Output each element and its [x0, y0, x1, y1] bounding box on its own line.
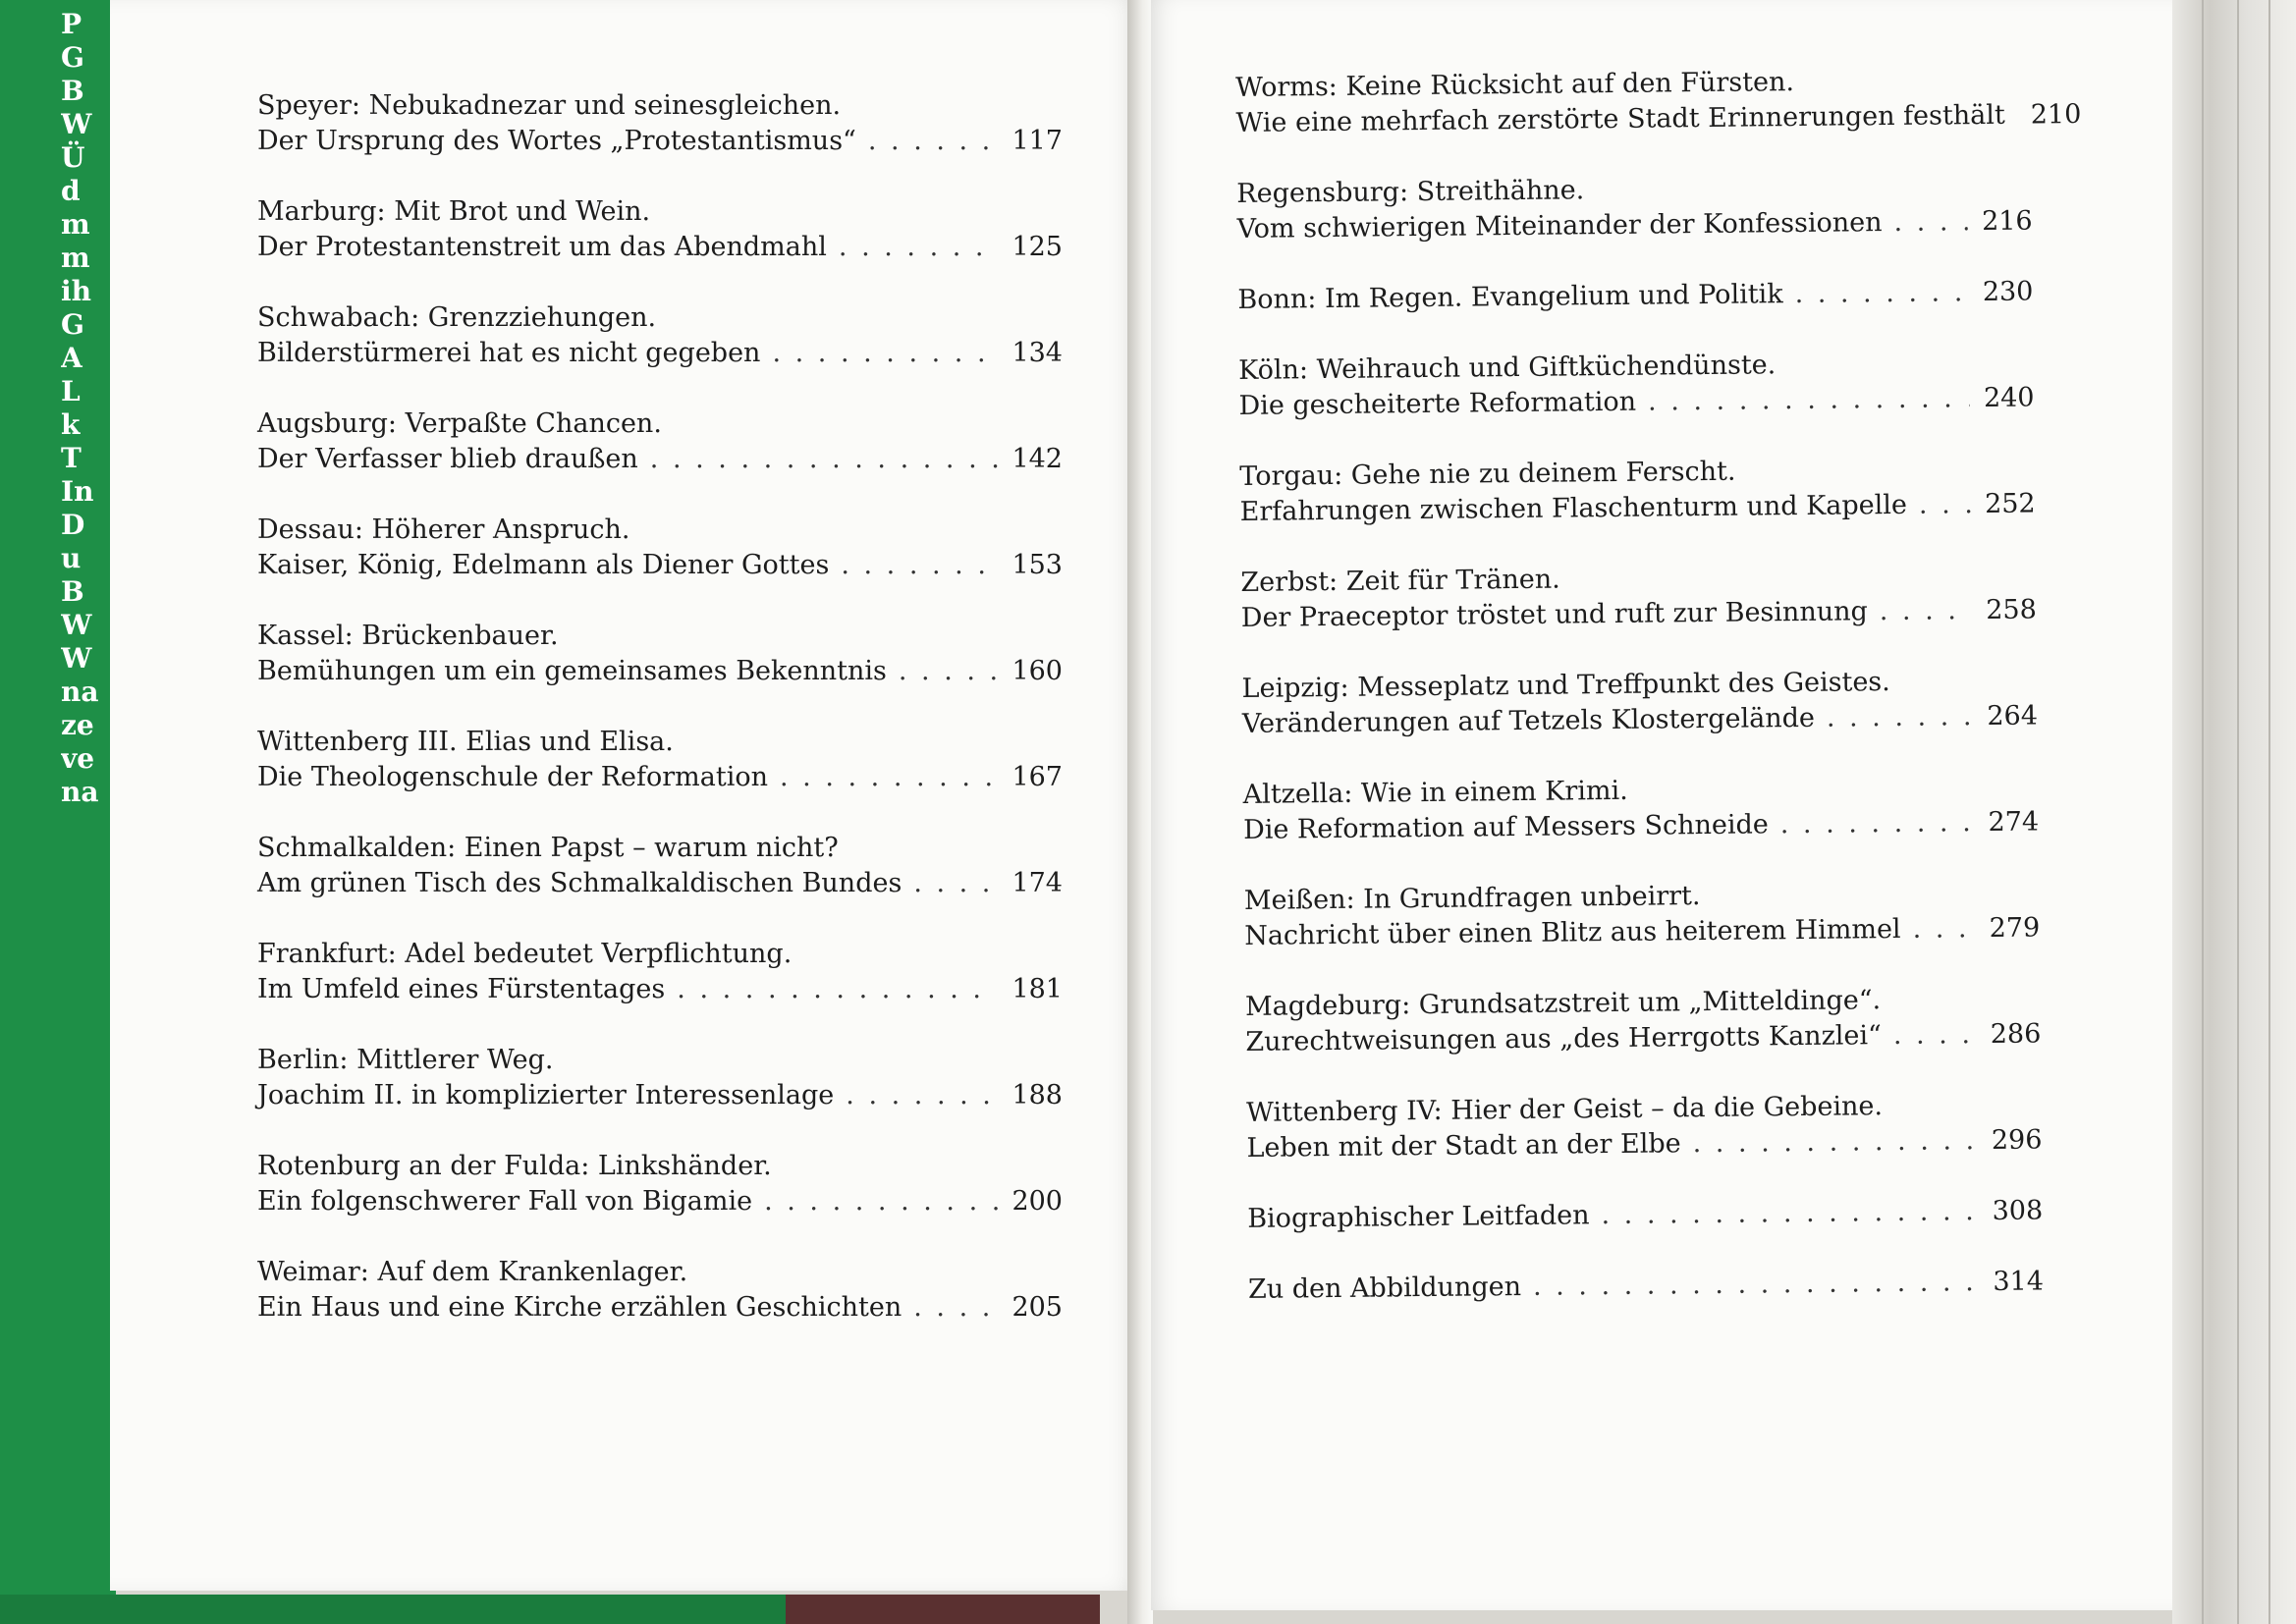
- cover-letter: L: [61, 375, 81, 407]
- toc-page-number: 188: [1011, 1080, 1063, 1110]
- toc-entry-subtitle: Erfahrungen zwischen Flaschenturm und Kapelle: [1239, 489, 1908, 527]
- cover-letter: G: [61, 308, 84, 341]
- toc-entry-subtitle-line: [1247, 1193, 2043, 1236]
- dot-leader: [780, 760, 998, 795]
- dot-leader: [841, 548, 998, 583]
- cover-letter: W: [61, 609, 92, 641]
- dot-leader: [868, 124, 999, 159]
- toc-entry-subtitle: Bemühungen um ein gemeinsames Bekenntnis: [257, 656, 887, 686]
- book-gutter: [1127, 0, 1153, 1624]
- dot-leader: [1912, 911, 1975, 947]
- toc-entry-title: Köln: Weihrauch und Giftküchendünste.: [1238, 350, 1777, 386]
- toc-entry-title: Meißen: In Grundfragen unbeirrt.: [1243, 881, 1701, 916]
- toc-entry-title: Wittenberg III. Elias und Elisa.: [257, 727, 674, 757]
- toc-right-column: [1235, 63, 2082, 1343]
- toc-entry-subtitle: Leben mit der Stadt an der Elbe: [1246, 1128, 1681, 1164]
- dot-leader: [677, 972, 998, 1007]
- toc-entry-title: Rotenburg an der Fulda: Linkshänder.: [257, 1151, 772, 1181]
- dot-leader: [913, 866, 998, 901]
- toc-entry-subtitle: Der Ursprung des Wortes „Protestantismus“: [257, 126, 856, 156]
- toc-entry: [257, 725, 1063, 831]
- toc-page-number: 142: [1011, 444, 1063, 474]
- toc-page-number: 279: [1989, 912, 2041, 945]
- cover-letter: W: [61, 108, 92, 140]
- toc-page-number: 205: [1011, 1292, 1063, 1323]
- cover-bottom-edge-dark: [786, 1595, 1100, 1624]
- toc-entry: [1245, 981, 2042, 1095]
- toc-page-number: 117: [1011, 126, 1063, 156]
- page-edge-line: [2237, 0, 2239, 1624]
- toc-entry-subtitle-line: [1238, 381, 2034, 424]
- toc-entry-subtitle-line: [257, 1184, 1063, 1219]
- toc-entry-title: Augsburg: Verpaßte Chancen.: [257, 408, 662, 439]
- toc-entry-subtitle-line: [1235, 98, 2082, 141]
- dot-leader: [1827, 699, 1974, 736]
- dot-leader: [764, 1184, 998, 1219]
- toc-entry-subtitle: Bonn: Im Regen. Evangelium und Politik: [1237, 279, 1783, 315]
- toc-entry-title-line: [257, 937, 1063, 972]
- cover-letter: Ü: [61, 141, 85, 174]
- toc-entry-subtitle: Nachricht über einen Blitz aus heiterem Himmel: [1244, 913, 1901, 951]
- page-stack-edge: [2172, 0, 2296, 1624]
- toc-page-number: 167: [1011, 762, 1063, 792]
- toc-entry-subtitle-line: [1248, 1264, 2044, 1307]
- toc-page-number: 264: [1987, 700, 2039, 732]
- cover-text-fragment: [61, 8, 114, 809]
- toc-entry-subtitle: Zu den Abbildungen: [1247, 1272, 1522, 1305]
- toc-entry-title: Schmalkalden: Einen Papst – warum nicht?: [257, 833, 839, 863]
- dot-leader: [650, 442, 999, 477]
- toc-entry-subtitle: Die gescheiterte Reformation: [1238, 386, 1637, 421]
- toc-entry-title-line: [257, 1255, 1063, 1290]
- toc-page-number: 258: [1986, 594, 2037, 626]
- toc-page-number: 274: [1988, 806, 2040, 839]
- toc-entry: [1244, 875, 2041, 989]
- toc-entry-subtitle-line: [1237, 204, 2033, 247]
- toc-page-number: 153: [1011, 550, 1063, 580]
- toc-page-number: 174: [1011, 868, 1063, 898]
- toc-entry: [257, 831, 1063, 937]
- toc-entry-subtitle: Ein Haus und eine Kirche erzählen Geschichten: [257, 1292, 902, 1323]
- toc-entry-subtitle-line: [257, 124, 1063, 159]
- toc-entry-subtitle-line: [257, 972, 1063, 1007]
- toc-entry-subtitle-line: [257, 230, 1063, 265]
- toc-entry-title-line: [257, 513, 1063, 548]
- toc-entry-subtitle-line: [1241, 592, 2037, 635]
- toc-entry: [257, 1149, 1063, 1255]
- toc-entry-title-line: [257, 1043, 1063, 1078]
- toc-entry-subtitle: Bilderstürmerei hat es nicht gegeben: [257, 338, 761, 368]
- toc-page-number: 125: [1011, 232, 1063, 262]
- toc-entry-title: Berlin: Mittlerer Weg.: [257, 1045, 554, 1075]
- cover-letter: k: [61, 408, 81, 441]
- cover-letter: u: [61, 542, 82, 574]
- toc-entry-title-line: [257, 194, 1063, 230]
- cover-letter: na: [61, 776, 99, 808]
- toc-entry-title: Leipzig: Messeplatz und Treffpunkt des Geistes.: [1241, 667, 1890, 704]
- toc-page-number: 200: [1011, 1186, 1063, 1217]
- dot-leader: [1648, 381, 1970, 419]
- dot-leader: [839, 230, 999, 265]
- toc-entry-subtitle: Kaiser, König, Edelmann als Diener Gottes: [257, 550, 830, 580]
- toc-entry-subtitle: Die Reformation auf Messers Schneide: [1242, 809, 1769, 845]
- toc-entry-title: Torgau: Gehe nie zu deinem Ferscht.: [1239, 456, 1736, 492]
- cover-letter: ih: [61, 275, 91, 307]
- cover-bottom-edge: [0, 1595, 786, 1624]
- toc-entry: [257, 1043, 1063, 1149]
- toc-entry: [1248, 1264, 2045, 1342]
- toc-entry-subtitle: Der Protestantenstreit um das Abendmahl: [257, 232, 827, 262]
- toc-page-number: 134: [1011, 338, 1063, 368]
- toc-entry: [257, 937, 1063, 1043]
- toc-entry-subtitle-line: [1246, 1122, 2042, 1165]
- dot-leader: [1601, 1194, 1978, 1233]
- page-edge-line: [2202, 0, 2204, 1624]
- toc-entry-title: Altzella: Wie in einem Krimi.: [1242, 775, 1628, 810]
- toc-entry: [257, 1255, 1063, 1361]
- toc-entry-subtitle-line: [1242, 698, 2038, 741]
- dot-leader: [1533, 1265, 1980, 1305]
- dot-leader: [1780, 805, 1975, 842]
- toc-entry-title-line: [257, 88, 1063, 124]
- toc-entry-subtitle-line: [257, 1078, 1063, 1113]
- toc-page-number: 160: [1011, 656, 1063, 686]
- page-edge-line: [2269, 0, 2270, 1624]
- toc-entry-subtitle: Ein folgenschwerer Fall von Bigamie: [257, 1186, 753, 1217]
- toc-entry-subtitle-line: [1244, 910, 2040, 953]
- toc-entry-subtitle: Wie eine mehrfach zerstörte Stadt Erinnerungen festhält: [1235, 99, 2005, 138]
- toc-entry-subtitle: Am grünen Tisch des Schmalkaldischen Bundes: [257, 868, 902, 898]
- toc-entry-title: Magdeburg: Grundsatzstreit um „Mitteldinge“.: [1244, 985, 1882, 1022]
- cover-letter: m: [61, 208, 90, 241]
- toc-page-number: 286: [1990, 1018, 2042, 1051]
- toc-entry-subtitle-line: [1237, 275, 2033, 318]
- toc-entry-subtitle: Zurechtweisungen aus „des Herrgotts Kanzlei“: [1245, 1020, 1883, 1057]
- toc-page-number: 252: [1984, 488, 2036, 520]
- toc-entry-subtitle-line: [257, 336, 1063, 371]
- toc-entry: [1247, 1193, 2044, 1272]
- cover-letter: A: [61, 342, 82, 374]
- toc-entry-title-line: [257, 725, 1063, 760]
- toc-entry-title-line: [257, 300, 1063, 336]
- toc-entry: [257, 619, 1063, 725]
- toc-entry-title: Wittenberg IV: Hier der Geist – da die Gebeine.: [1245, 1091, 1884, 1128]
- toc-entry: [1240, 557, 2037, 671]
- toc-entry: [1238, 346, 2035, 460]
- toc-entry-title: Schwabach: Grenzziehungen.: [257, 302, 657, 333]
- toc-page-number: 181: [1011, 974, 1063, 1004]
- toc-page-number: 230: [1982, 276, 2034, 308]
- toc-entry-title: Dessau: Höherer Anspruch.: [257, 514, 630, 545]
- toc-entry-title: Marburg: Mit Brot und Wein.: [257, 196, 651, 227]
- dot-leader: [772, 336, 998, 371]
- toc-entry: [257, 300, 1063, 406]
- toc-entry: [1235, 63, 2082, 177]
- toc-entry-subtitle: Joachim II. in komplizierter Interessenlage: [257, 1080, 835, 1110]
- dot-leader: [1794, 275, 1969, 312]
- toc-entry: [1241, 663, 2038, 777]
- toc-entry: [257, 194, 1063, 300]
- cover-letter: m: [61, 242, 90, 274]
- toc-page-number: 308: [1992, 1195, 2044, 1226]
- cover-letter: na: [61, 676, 99, 708]
- toc-entry-subtitle: Veränderungen auf Tetzels Klostergelände: [1241, 702, 1816, 739]
- toc-page-number: 240: [1983, 382, 2035, 414]
- toc-entry-subtitle: Vom schwierigen Miteinander der Konfessionen: [1236, 207, 1883, 244]
- toc-entry: [1236, 169, 2033, 283]
- cover-letter: G: [61, 41, 84, 74]
- toc-page-number: 296: [1991, 1124, 2043, 1156]
- toc-entry-subtitle-line: [257, 760, 1063, 795]
- cover-letter: P: [61, 8, 82, 40]
- toc-entry-title: Regensburg: Streithähne.: [1236, 175, 1585, 209]
- cover-letter: B: [61, 75, 84, 107]
- dot-leader: [1893, 1017, 1977, 1054]
- toc-left-column: [257, 88, 1063, 1361]
- toc-entry-subtitle-line: [257, 548, 1063, 583]
- toc-entry: [257, 88, 1063, 194]
- toc-entry-title-line: [257, 1149, 1063, 1184]
- dot-leader: [1692, 1123, 1978, 1162]
- toc-entry-subtitle-line: [257, 654, 1063, 689]
- cover-letter: d: [61, 175, 81, 207]
- toc-entry-title: Zerbst: Zeit für Tränen.: [1240, 564, 1560, 598]
- toc-entry-subtitle-line: [1243, 804, 2039, 847]
- dot-leader: [1893, 204, 1968, 241]
- toc-entry-subtitle-line: [1245, 1016, 2041, 1059]
- toc-entry-subtitle: Der Praeceptor tröstet und ruft zur Besinnung: [1240, 596, 1868, 633]
- toc-entry-title: Weimar: Auf dem Krankenlager.: [257, 1257, 688, 1287]
- toc-entry-title-line: [257, 831, 1063, 866]
- cover-letter: ve: [61, 742, 95, 775]
- toc-entry-subtitle: Die Theologenschule der Reformation: [257, 762, 769, 792]
- toc-entry-title: Frankfurt: Adel bedeutet Verpflichtung.: [257, 939, 793, 969]
- toc-entry-title: Speyer: Nebukadnezar und seinesgleichen.: [257, 90, 842, 121]
- book-cover-edge: [0, 0, 116, 1624]
- toc-entry: [1243, 769, 2040, 883]
- dot-leader: [1880, 593, 1973, 629]
- cover-letter: ze: [61, 709, 94, 741]
- toc-entry: [257, 406, 1063, 513]
- toc-entry-subtitle-line: [1240, 486, 2036, 529]
- toc-entry-subtitle: Biographischer Leitfaden: [1247, 1200, 1590, 1234]
- toc-page-number: 314: [1993, 1266, 2045, 1297]
- toc-entry-title-line: [257, 406, 1063, 442]
- toc-entry-subtitle: Der Verfasser blieb draußen: [257, 444, 638, 474]
- toc-entry: [1237, 275, 2034, 353]
- toc-entry: [257, 513, 1063, 619]
- toc-entry-subtitle-line: [257, 866, 1063, 901]
- cover-letter: In: [61, 475, 94, 508]
- dot-leader: [899, 654, 999, 689]
- cover-letter: D: [61, 509, 85, 541]
- toc-entry: [1246, 1087, 2043, 1201]
- toc-entry: [1239, 451, 2036, 565]
- toc-entry-subtitle-line: [257, 442, 1063, 477]
- toc-entry-title: Worms: Keine Rücksicht auf den Fürsten.: [1235, 67, 1795, 103]
- toc-entry-title: Kassel: Brückenbauer.: [257, 621, 559, 651]
- cover-letter: W: [61, 642, 92, 675]
- toc-page-number: 216: [1981, 205, 2033, 238]
- toc-page-number: 210: [2030, 98, 2082, 131]
- dot-leader: [1919, 487, 1972, 523]
- cover-letter: B: [61, 575, 84, 608]
- toc-entry-subtitle-line: [257, 1290, 1063, 1326]
- dot-leader: [913, 1290, 998, 1326]
- dot-leader: [846, 1078, 998, 1113]
- cover-letter: T: [61, 442, 82, 474]
- toc-entry-subtitle: Im Umfeld eines Fürstentages: [257, 974, 666, 1004]
- toc-entry-title-line: [257, 619, 1063, 654]
